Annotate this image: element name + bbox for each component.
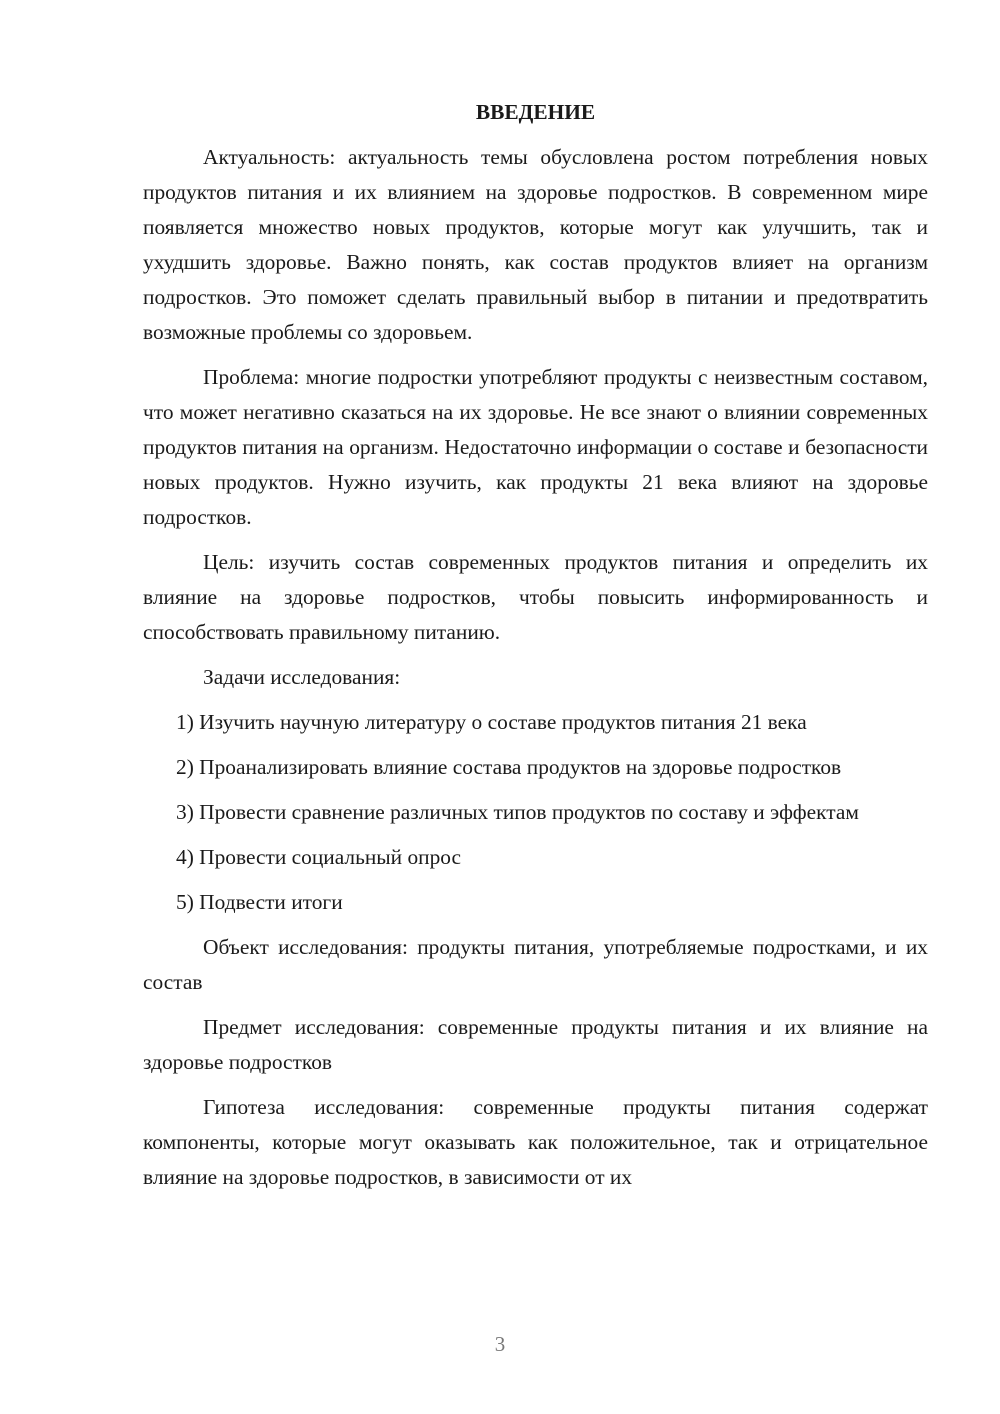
object-paragraph: Объект исследования: продукты питания, употребляемые подростками, и их состав xyxy=(143,935,928,994)
subject-paragraph: Предмет исследования: современные продукты питания и их влияние на здоровье подростков xyxy=(143,1015,928,1074)
relevance-paragraph: Актуальность: актуальность темы обусловлена ростом потребления новых продуктов питания и их влиянием на здоровье подростков. В современном мире появляется множество новых продуктов, которые могут как улучшить, так и ухудшить здоровье. Важно понять, как состав продуктов влияет на организм подростков. Это поможет сделать правильный выбор в питании и предотвратить возможные проблемы со здоровьем. xyxy=(143,145,928,344)
task-item: 3) Провести сравнение различных типов продуктов по составу и эффектам xyxy=(176,800,859,824)
hypothesis-paragraph: Гипотеза исследования: современные продукты питания содержат компоненты, которые могут оказывать как положительное, так и отрицательное влияние на здоровье подростков, в зависимости от их xyxy=(143,1095,928,1189)
section-title: ВВЕДЕНИЕ xyxy=(475,100,596,124)
page-number: 3 xyxy=(494,1332,506,1356)
task-item: 4) Провести социальный опрос xyxy=(176,845,462,869)
page-content xyxy=(143,95,928,1205)
task-item: 5) Подвести итоги xyxy=(176,890,343,914)
task-item: 1) Изучить научную литературу о составе продуктов питания 21 века xyxy=(176,710,807,734)
problem-paragraph: Проблема: многие подростки употребляют продукты с неизвестным составом, что может негативно сказаться на их здоровье. Не все знают о влиянии современных продуктов питания на организм. Недостаточно информации о составе и безопасности новых продуктов. Нужно изучить, как продукты 21 века влияют на здоровье подростков. xyxy=(143,365,928,529)
task-item: 2) Проанализировать влияние состава продуктов на здоровье подростков xyxy=(176,755,842,779)
tasks-heading: Задачи исследования: xyxy=(203,665,401,689)
goal-paragraph: Цель: изучить состав современных продуктов питания и определить их влияние на здоровье подростков, чтобы повысить информированность и способствовать правильному питанию. xyxy=(143,550,928,644)
